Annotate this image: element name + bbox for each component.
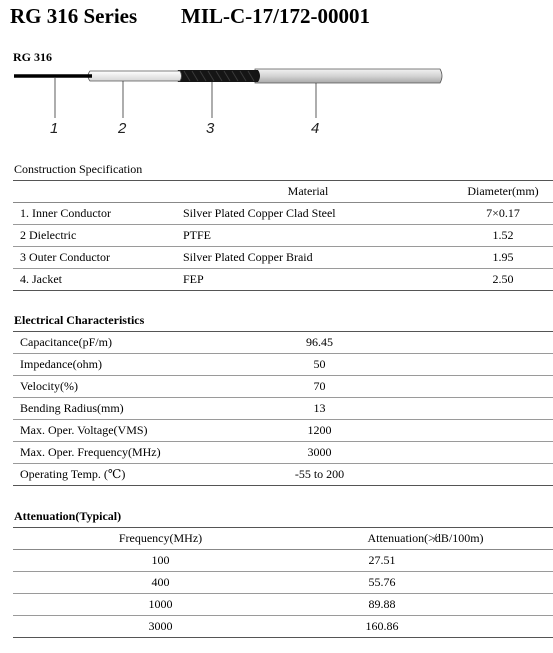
attenuation-cell: 55.76	[308, 572, 553, 594]
electrical-title: Electrical Characteristics	[14, 313, 145, 327]
property-name: Velocity(%)	[13, 376, 183, 398]
table-row	[13, 354, 553, 376]
attenuation-title: Attenuation(Typical)	[14, 509, 122, 523]
callout-1: 1	[50, 120, 59, 137]
diameter-cell: 7×0.17	[453, 203, 553, 225]
frequency-cell: 1000	[13, 594, 308, 616]
table-row	[13, 247, 553, 269]
header-item	[13, 181, 183, 203]
property-name: Bending Radius(mm)	[13, 398, 183, 420]
property-value: 1200	[183, 420, 553, 442]
frequency-cell: 100	[13, 550, 308, 572]
table-row	[13, 225, 553, 247]
property-name: Max. Oper. Frequency(MHz)	[13, 442, 183, 464]
table-row	[13, 420, 553, 442]
table-row	[13, 550, 553, 572]
table-row	[13, 616, 553, 638]
material-cell: Silver Plated Copper Braid	[183, 247, 453, 269]
table-row	[13, 594, 553, 616]
property-name: Max. Oper. Voltage(VMS)	[13, 420, 183, 442]
table-header-row	[13, 528, 553, 550]
spec-number: MIL-C-17/172-00001	[181, 4, 370, 28]
cable-diagram	[0, 58, 553, 148]
item-cell: 2 Dielectric	[13, 225, 183, 247]
attenuation-cell: 160.86	[365, 619, 399, 633]
table-row	[13, 442, 553, 464]
property-value: 13	[183, 398, 553, 420]
property-name: Impedance(ohm)	[13, 354, 183, 376]
table-row	[13, 203, 553, 225]
material-cell: Silver Plated Copper Clad Steel	[183, 203, 453, 225]
property-value: 70	[183, 376, 553, 398]
series-title: RG 316 Series	[10, 4, 138, 28]
callout-2: 2	[118, 120, 127, 137]
attenuation-table	[13, 527, 553, 638]
table-row	[13, 376, 553, 398]
material-cell: FEP	[183, 269, 453, 291]
table-row	[13, 464, 553, 486]
cable-inner-conductor	[14, 74, 92, 78]
header-frequency: Frequency(MHz)	[13, 528, 308, 550]
cable-dielectric	[88, 71, 182, 81]
callout-3: 3	[206, 120, 215, 137]
cable-braid	[176, 70, 260, 82]
table-row	[13, 398, 553, 420]
attenuation-cell: 27.51	[308, 550, 553, 572]
diameter-cell: 1.52	[453, 225, 553, 247]
property-value: 96.45	[183, 332, 553, 354]
header-material: Material	[183, 181, 453, 203]
item-cell: 1. Inner Conductor	[13, 203, 183, 225]
page-header	[10, 4, 550, 34]
callout-4: 4	[311, 120, 320, 137]
construction-title: Construction Specification	[14, 162, 143, 176]
cable-label: RG 316	[13, 50, 52, 64]
cable-jacket	[255, 69, 442, 83]
header-diameter: Diameter(mm)	[453, 181, 553, 203]
property-name: Capacitance(pF/m)	[13, 332, 183, 354]
attenuation-cell: 89.88	[308, 594, 553, 616]
property-value: -55 to 200	[294, 467, 345, 481]
table-row	[13, 332, 553, 354]
table-header-row	[13, 181, 553, 203]
property-name: Operating Temp. (℃)	[20, 467, 126, 481]
frequency-cell: 3000	[148, 619, 173, 633]
electrical-table	[13, 331, 553, 486]
item-cell: 3 Outer Conductor	[13, 247, 183, 269]
material-cell: PTFE	[183, 225, 453, 247]
header-attenuation: Attenuation(≯dB/100m)	[308, 528, 553, 550]
item-cell: 4. Jacket	[13, 269, 183, 291]
table-row	[13, 572, 553, 594]
property-value: 50	[183, 354, 553, 376]
diameter-cell: 1.95	[453, 247, 553, 269]
frequency-cell: 400	[13, 572, 308, 594]
construction-table	[13, 180, 553, 291]
table-row	[13, 269, 553, 291]
property-value: 3000	[183, 442, 553, 464]
diameter-cell: 2.50	[453, 269, 553, 291]
